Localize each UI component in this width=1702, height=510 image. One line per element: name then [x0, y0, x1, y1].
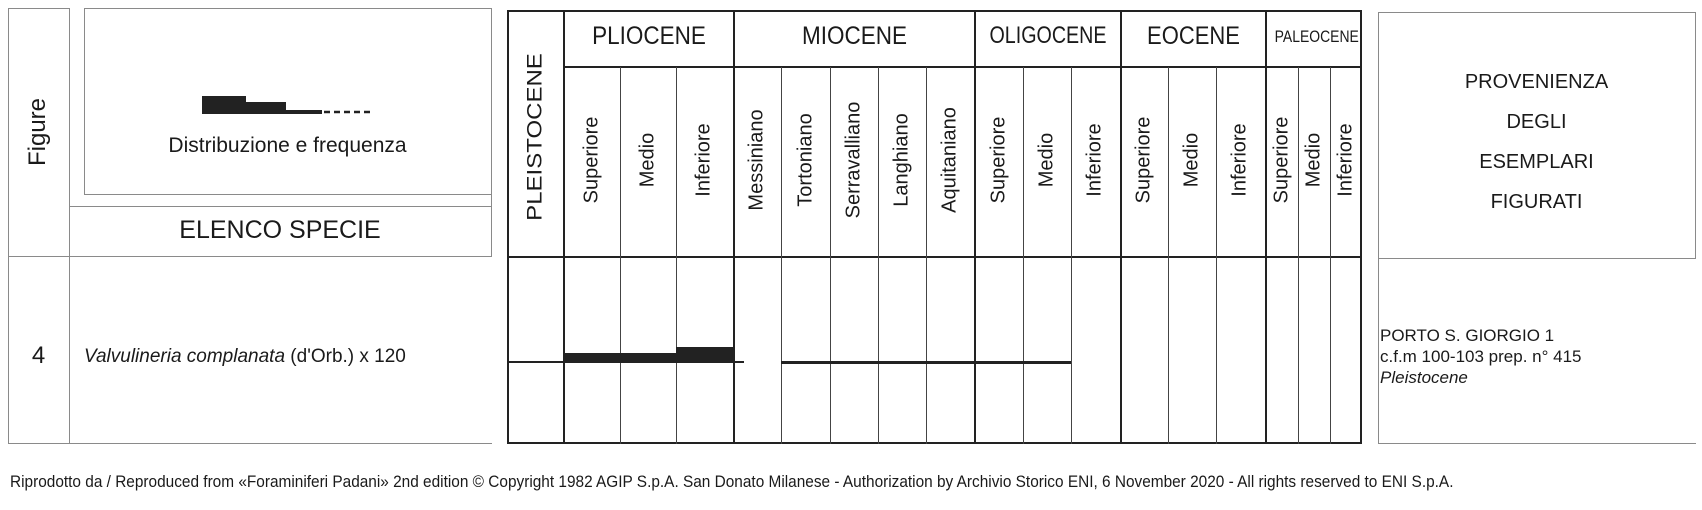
pleistocene-label: PLEISTOCENE: [522, 53, 547, 221]
provenance-header-line-1: PROVENIENZA: [1464, 71, 1609, 93]
stage-eocene-superiore: Superiore: [1132, 116, 1155, 204]
stage-eocene-inferiore: Inferiore: [1228, 123, 1251, 197]
stage-oligocene-medio: Medio: [1035, 132, 1058, 188]
species-name-italic: Valvulineria complanata: [84, 346, 286, 367]
stage-langhiano: Langhiano: [890, 113, 913, 207]
stage-pliocene-inferiore: Inferiore: [692, 123, 715, 197]
range-pliocene-end-tail: [734, 361, 744, 363]
provenance-well: PORTO S. GIORGIO 1: [1380, 326, 1555, 345]
range-pliocene-upper-middle: [563, 353, 676, 363]
range-miocene-oligocene-line: [781, 361, 1071, 364]
provenance-details: [1380, 325, 1581, 388]
stage-oligocene-inferiore: Inferiore: [1083, 123, 1106, 197]
epoch-eocene: EOCENE: [1147, 22, 1240, 50]
distribution-legend-icon: [200, 94, 375, 118]
species-name: [84, 346, 406, 368]
provenance-header-line-4: FIGURATI: [1490, 191, 1583, 213]
range-pleistocene-line: [519, 361, 564, 363]
stage-eocene-medio: Medio: [1180, 132, 1203, 188]
epoch-paleocene: PALEOCENE: [1274, 27, 1359, 46]
stage-pliocene-medio: Medio: [636, 132, 659, 188]
epoch-miocene: MIOCENE: [801, 22, 908, 50]
provenance-age: Pleistocene: [1380, 368, 1468, 387]
provenance-header-line-3: ESEMPLARI: [1479, 151, 1594, 173]
species-name-suffix: (d'Orb.) x 120: [285, 346, 406, 367]
epoch-oligocene: OLIGOCENE: [989, 22, 1107, 49]
stage-paleocene-superiore: Superiore: [1270, 116, 1293, 204]
stage-aquitaniano: Aquitaniano: [938, 107, 961, 213]
provenance-sample: c.f.m 100-103 prep. n° 415: [1380, 347, 1582, 366]
species-list-header: ELENCO SPECIE: [179, 216, 381, 244]
provenance-header: [1378, 62, 1695, 222]
stage-pliocene-superiore: Superiore: [580, 116, 603, 204]
epoch-pliocene: PLIOCENE: [592, 22, 706, 50]
legend-caption: Distribuzione e frequenza: [168, 134, 407, 157]
stage-paleocene-inferiore: Inferiore: [1334, 123, 1357, 197]
range-baseline: [507, 361, 519, 363]
stage-oligocene-superiore: Superiore: [987, 116, 1010, 204]
provenance-header-line-2: DEGLI: [1506, 111, 1567, 133]
stage-tortoniano: Tortoniano: [794, 113, 817, 207]
copyright-footer: Riprodotto da / Reproduced from «Foraminiferi Padani» 2nd edition © Copyright 1982 AGIP S.p.A. San Donato Milanese - Authorization by Archivio Storico ENI, 6 November 2020 - All rights reserved to ENI S.p.A.: [10, 472, 1454, 491]
figure-header: Figure: [24, 97, 51, 167]
stage-messiniano: Messiniano: [745, 109, 768, 211]
figure-number: 4: [31, 342, 46, 369]
range-pliocene-lower: [676, 347, 734, 363]
stage-serravalliano: Serravalliano: [842, 101, 865, 219]
stage-paleocene-medio: Medio: [1302, 132, 1325, 188]
